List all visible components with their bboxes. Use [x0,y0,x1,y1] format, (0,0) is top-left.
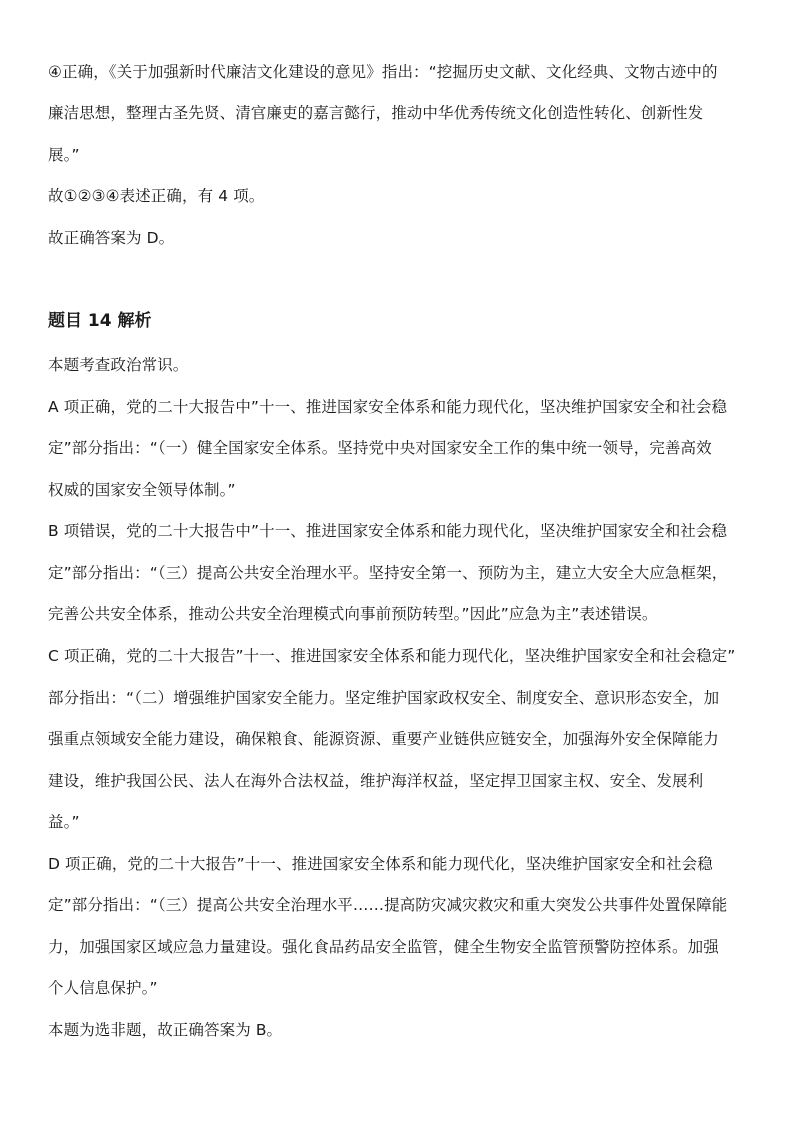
paragraph-line: 定”部分指出：“（三）提高公共安全治理水平。坚持安全第一、预防为主，建立大安全大应急框架， [48,564,728,582]
paragraph-line: 本题考查政治常识。 [48,356,189,374]
paragraph-line: 定”部分指出：“（一）健全国家安全体系。坚持党中央对国家安全工作的集中统一领导，完善高效 [48,439,712,457]
paragraph-line: B 项错误，党的二十大报告中”十一、推进国家安全体系和能力现代化，坚决维护国家安全和社会稳 [48,522,728,540]
paragraph-line: 完善公共安全体系，推动公共安全治理模式向事前预防转型。”因此”应急为主”表述错误。 [48,605,658,623]
section-heading: 题目 14 解析 [48,311,152,331]
paragraph-line: 故①②③④表述正确，有 4 项。 [48,187,265,205]
paragraph-line: 定”部分指出：“（三）提高公共安全治理水平……提高防灾减灾救灾和重大突发公共事件处置保障能 [48,896,728,914]
paragraph-line: 力，加强国家区域应急力量建设。强化食品药品安全监管，健全生物安全监管预警防控体系。加强 [48,938,719,956]
paragraph-line: C 项正确，党的二十大报告”十一、推进国家安全体系和能力现代化，坚决维护国家安全和社会稳定” [48,647,736,665]
paragraph-line: 个人信息保护。” [48,979,158,997]
paragraph-line: 益。” [48,813,80,831]
paragraph-line: 廉洁思想，整理古圣先贤、清官廉吏的嘉言懿行，推动中华优秀传统文化创造性转化、创新性发 [48,104,704,122]
answer-line: 故正确答案为 D。 [48,229,175,247]
paragraph-line: 强重点领域安全能力建设，确保粮食、能源资源、重要产业链供应链安全，加强海外安全保障能力 [48,730,719,748]
paragraph-line: ④正确，《关于加强新时代廉洁文化建设的意见》指出：“挖掘历史文献、文化经典、文物古迹中的 [48,63,718,81]
paragraph-line: 展。” [48,146,80,164]
paragraph-line: A 项正确，党的二十大报告中”十一、推进国家安全体系和能力现代化，坚决维护国家安全和社会稳 [48,398,728,416]
paragraph-line: 建设，维护我国公民、法人在海外合法权益，维护海洋权益，坚定捍卫国家主权、安全、发展利 [48,772,704,790]
paragraph-line: 权威的国家安全领导体制。” [48,481,236,499]
paragraph-line: D 项正确，党的二十大报告”十一、推进国家安全体系和能力现代化，坚决维护国家安全和社会稳 [48,855,713,873]
paragraph-line: 部分指出：“（二）增强维护国家安全能力。坚定维护国家政权安全、制度安全、意识形态安全，加 [48,689,720,707]
answer-line: 本题为选非题，故正确答案为 B。 [48,1021,283,1039]
